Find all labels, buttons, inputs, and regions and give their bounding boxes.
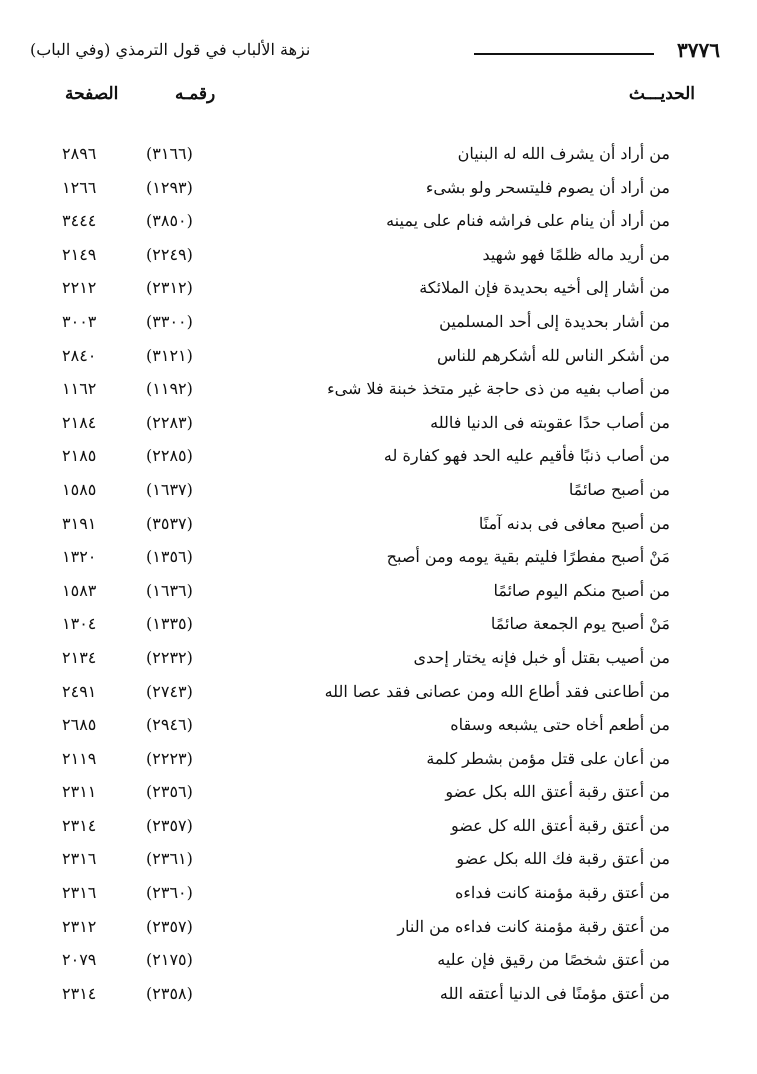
page-number: ٣٧٧٦	[677, 38, 720, 62]
page-reference: ١٣٠٤	[62, 614, 97, 634]
page-reference: ٢٠٧٩	[62, 950, 97, 970]
page-reference: ٢٨٤٠	[62, 345, 97, 365]
hadith-text: من أصاب حدًا عقوبته فى الدنيا فالله	[430, 412, 670, 432]
index-row	[0, 174, 757, 208]
page-reference: ٢١١٩	[62, 748, 97, 768]
index-row	[0, 610, 757, 644]
hadith-text: من أصبح منكم اليوم صائمًا	[493, 580, 670, 600]
page-reference: ٢١٤٩	[62, 244, 97, 264]
page-reference: ٣٤٤٤	[62, 211, 97, 231]
index-row	[0, 274, 757, 308]
column-header-hadith: الحديـــث	[628, 84, 695, 104]
index-row	[0, 644, 757, 678]
page-reference: ٢١٨٤	[62, 412, 97, 432]
index-row	[0, 476, 757, 510]
index-rows	[0, 140, 757, 1013]
hadith-number: (٢٢٨٥)	[146, 446, 193, 466]
hadith-text: من أطعم أخاه حتى يشبعه وسقاه	[450, 715, 670, 735]
hadith-number: (٢٢٨٣)	[146, 412, 193, 432]
index-row	[0, 342, 757, 376]
book-title: نزهة الألباب في قول الترمذي (وفي الباب)	[30, 40, 311, 59]
hadith-number: (٢١٧٥)	[146, 950, 193, 970]
hadith-text: من أعان على قتل مؤمن بشطر كلمة	[426, 748, 670, 768]
hadith-number: (١٢٩٣)	[146, 177, 193, 197]
hadith-number: (٣١٢١)	[146, 345, 193, 365]
column-header-page: الصفحة	[65, 84, 119, 104]
hadith-text: مَنْ أصبح يوم الجمعة صائمًا	[490, 614, 670, 634]
hadith-number: (٢٢٢٣)	[146, 748, 193, 768]
hadith-text: من أشكر الناس لله أشكرهم للناس	[436, 345, 670, 365]
index-row	[0, 442, 757, 476]
hadith-text: من أصاب بفيه من ذى حاجة غير متخذ خبنة فلا شىء	[327, 379, 670, 399]
hadith-number: (٢٢٤٩)	[146, 244, 193, 264]
hadith-text: من أعتق رقبة مؤمنة كانت فداءه من النار	[397, 916, 670, 936]
hadith-number: (٢٣٥٧)	[146, 916, 193, 936]
hadith-text: من أعتق رقبة فك الله بكل عضو	[456, 849, 670, 869]
index-row	[0, 207, 757, 241]
hadith-text: من أعتق رقبة أعتق الله بكل عضو	[445, 782, 670, 802]
hadith-text: من أعتق رقبة أعتق الله كل عضو	[451, 815, 670, 835]
page-reference: ٢٢١٢	[62, 278, 97, 298]
hadith-number: (٢٣١٢)	[146, 278, 193, 298]
page-reference: ٢٨٩٦	[62, 144, 97, 163]
page-reference: ٢٦٨٥	[62, 715, 97, 735]
index-row	[0, 980, 757, 1014]
hadith-number: (٣٥٣٧)	[146, 513, 193, 533]
page-reference: ٢٣١٦	[62, 849, 97, 869]
hadith-text: من أصيب بقتل أو خبل فإنه يختار إحدى	[413, 647, 670, 667]
header-rule	[474, 53, 654, 55]
hadith-text: مَنْ أصبح مفطرًا فليتم بقية يومه ومن أصبح	[386, 547, 670, 567]
index-row	[0, 140, 757, 174]
page-reference: ١٢٦٦	[62, 177, 97, 197]
hadith-text: من أصبح صائمًا	[568, 479, 670, 499]
hadith-number: (٢٣٥٧)	[146, 815, 193, 835]
index-row	[0, 577, 757, 611]
hadith-number: (١٣٣٥)	[146, 614, 193, 634]
index-row	[0, 308, 757, 342]
hadith-number: (١١٩٢)	[146, 379, 193, 399]
index-row	[0, 946, 757, 980]
page-reference: ٢٤٩١	[62, 681, 97, 701]
hadith-number: (٣٨٥٠)	[146, 211, 193, 231]
index-row	[0, 845, 757, 879]
index-row	[0, 510, 757, 544]
index-row	[0, 879, 757, 913]
hadith-text: من أعتق شخصًا من رقيق فإن عليه	[437, 950, 670, 970]
page-reference: ١٣٢٠	[62, 547, 97, 567]
page-reference: ١١٦٢	[62, 379, 97, 399]
column-headers	[30, 84, 725, 118]
hadith-number: (٢٢٣٢)	[146, 647, 193, 667]
page-reference: ١٥٨٥	[62, 479, 97, 499]
index-row	[0, 812, 757, 846]
hadith-number: (٢٧٤٣)	[146, 681, 193, 701]
hadith-text: من أشار إلى أخيه بحديدة فإن الملائكة	[419, 278, 670, 298]
page-reference: ٢٣١٦	[62, 883, 97, 903]
hadith-number: (٢٣٦٠)	[146, 883, 193, 903]
page-reference: ٢١٨٥	[62, 446, 97, 466]
hadith-number: (١٣٥٦)	[146, 547, 193, 567]
hadith-number: (١٦٣٦)	[146, 580, 193, 600]
hadith-text: من أطاعنى فقد أطاع الله ومن عصانى فقد عصا الله	[324, 681, 670, 701]
hadith-text: من أريد ماله ظلمًا فهو شهيد	[482, 244, 670, 264]
index-row	[0, 375, 757, 409]
running-header	[30, 38, 720, 68]
hadith-number: (٣١٦٦)	[146, 144, 193, 163]
hadith-text: من أعتق مؤمنًا فى الدنيا أعتقه الله	[439, 983, 670, 1003]
hadith-text: من أراد أن يصوم فليتسحر ولو بشىء	[425, 177, 670, 197]
page-reference: ٣١٩١	[62, 513, 97, 533]
column-header-number: رقمـه	[175, 84, 216, 104]
hadith-text: من أشار بحديدة إلى أحد المسلمين	[439, 311, 670, 331]
hadith-text: من أصبح معافى فى بدنه آمنًا	[478, 513, 670, 533]
hadith-text: من أصاب ذنبًا فأقيم عليه الحد فهو كفارة له	[383, 446, 670, 466]
page-reference: ٢٣١٢	[62, 916, 97, 936]
hadith-number: (٢٣٥٨)	[146, 983, 193, 1003]
hadith-text: من أعتق رقبة مؤمنة كانت فداءه	[455, 883, 670, 903]
index-row	[0, 241, 757, 275]
page-reference: ٢٣١١	[62, 782, 97, 802]
hadith-number: (٢٩٤٦)	[146, 715, 193, 735]
index-row	[0, 778, 757, 812]
index-row	[0, 543, 757, 577]
hadith-number: (٢٣٦١)	[146, 849, 193, 869]
page-reference: ٢٣١٤	[62, 983, 97, 1003]
hadith-number: (٢٣٥٦)	[146, 782, 193, 802]
index-row	[0, 913, 757, 947]
hadith-number: (٣٣٠٠)	[146, 311, 193, 331]
index-row	[0, 711, 757, 745]
index-row	[0, 678, 757, 712]
hadith-text: من أراد أن ينام على فراشه فنام على يمينه	[386, 211, 670, 231]
index-row	[0, 745, 757, 779]
index-row	[0, 409, 757, 443]
hadith-number: (١٦٣٧)	[146, 479, 193, 499]
page-reference: ٢١٣٤	[62, 647, 97, 667]
page-reference: ٣٠٠٣	[62, 311, 97, 331]
page-reference: ١٥٨٣	[62, 580, 97, 600]
page-reference: ٢٣١٤	[62, 815, 97, 835]
hadith-text: من أراد أن يشرف الله له البنيان	[457, 144, 670, 163]
